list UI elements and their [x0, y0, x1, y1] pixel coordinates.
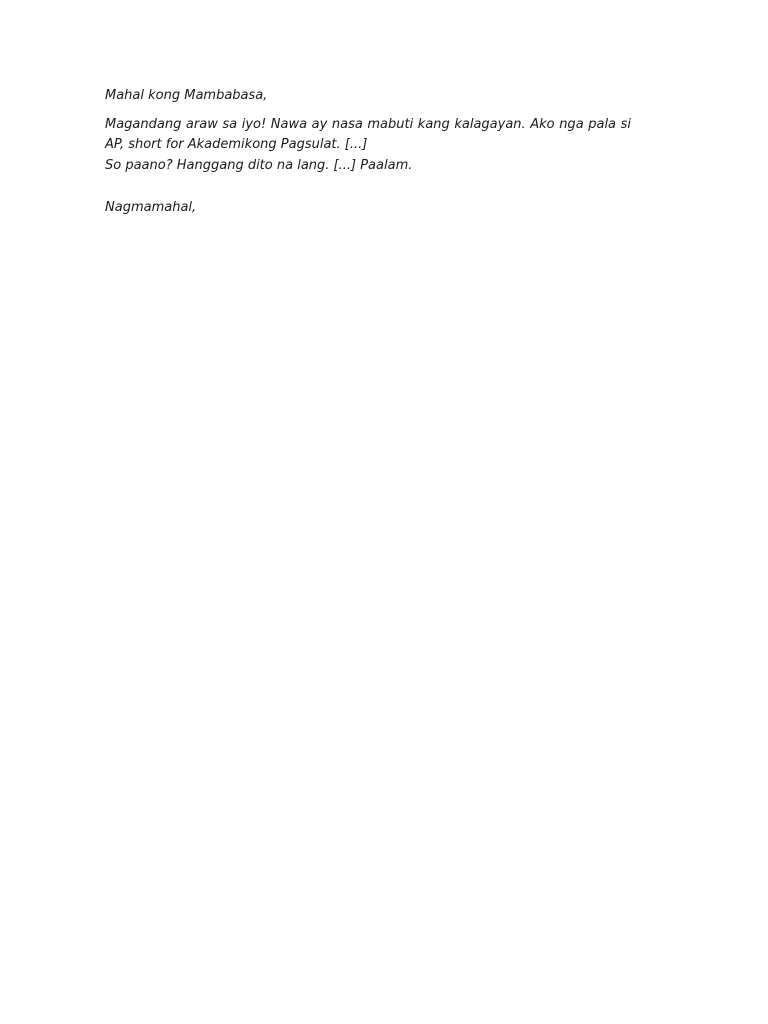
letter	[105, 86, 631, 219]
letter-body: Magandang araw sa iyo! Nawa ay nasa mabuti kang kalagayan. Ako nga pala si AP, short for Akademikong Pagsulat. [...]	[105, 116, 631, 152]
valediction: Nagmamahal,	[105, 200, 197, 215]
salutation: Mahal kong Mambabasa,	[105, 88, 268, 103]
closing-paragraph: So paano? Hanggang dito na lang. [...] Paalam.	[105, 157, 413, 173]
